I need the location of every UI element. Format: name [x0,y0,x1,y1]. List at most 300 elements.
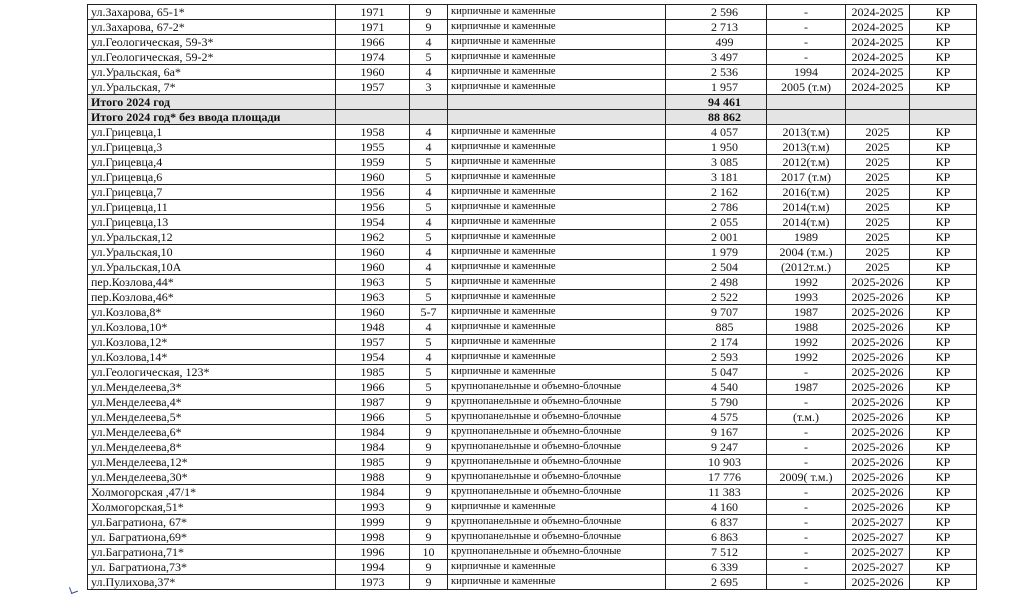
address-cell: ул. Багратиона,73* [88,560,336,575]
material-cell: крупнопанельные и объемно-блочные [448,515,666,530]
floors-cell: 9 [410,500,448,515]
material-cell: кирпичные и каменные [448,260,666,275]
floors-cell: 5 [410,230,448,245]
repair-cell: 1987 [767,305,846,320]
program-cell: КР [910,65,977,80]
address-cell: ул.Багратиона, 67* [88,515,336,530]
address-cell: ул.Геологическая, 59-2* [88,50,336,65]
year-cell: 1960 [336,305,410,320]
area-cell: 499 [666,35,767,50]
area-cell: 2 786 [666,200,767,215]
repair-cell: - [767,395,846,410]
area-cell: 6 837 [666,515,767,530]
program-cell: КР [910,395,977,410]
period-cell: 2025-2026 [846,290,910,305]
floors-cell: 5 [410,155,448,170]
floors-cell: 4 [410,65,448,80]
table-row [88,50,977,65]
area-cell: 2 498 [666,275,767,290]
repair-cell: 2017 (т.м) [767,170,846,185]
floors-cell: 4 [410,185,448,200]
period-cell: 2025-2026 [846,500,910,515]
program-cell: КР [910,215,977,230]
address-cell: ул.Грицевца,1 [88,125,336,140]
program-cell: КР [910,245,977,260]
address-cell: пер.Козлова,44* [88,275,336,290]
floors-cell: 9 [410,425,448,440]
pen-mark [69,585,78,594]
document-page [87,4,951,590]
floors-cell: 4 [410,35,448,50]
year-cell: 1960 [336,170,410,185]
table-row [88,215,977,230]
repair-cell: 2009( т.м.) [767,470,846,485]
material-cell [448,95,666,110]
table-row [88,455,977,470]
material-cell: кирпичные и каменные [448,305,666,320]
repair-cell: - [767,500,846,515]
address-cell: ул.Багратиона,71* [88,545,336,560]
area-cell: 4 160 [666,500,767,515]
period-cell: 2025-2026 [846,410,910,425]
year-cell: 1985 [336,365,410,380]
address-cell: ул.Грицевца,3 [88,140,336,155]
address-cell: пер.Козлова,46* [88,290,336,305]
repair-cell: - [767,575,846,590]
area-cell: 94 461 [666,95,767,110]
year-cell: 1962 [336,230,410,245]
material-cell: кирпичные и каменные [448,170,666,185]
repair-cell: - [767,515,846,530]
repair-cell: - [767,5,846,20]
floors-cell: 5 [410,380,448,395]
period-cell: 2025-2026 [846,275,910,290]
material-cell: кирпичные и каменные [448,140,666,155]
period-cell: 2024-2025 [846,65,910,80]
table-row [88,65,977,80]
address-cell: ул.Козлова,14* [88,350,336,365]
floors-cell: 9 [410,395,448,410]
table-row [88,245,977,260]
material-cell: крупнопанельные и объемно-блочные [448,485,666,500]
address-cell: ул.Уральская,12 [88,230,336,245]
period-cell: 2025-2026 [846,320,910,335]
area-cell: 885 [666,320,767,335]
area-cell: 1 979 [666,245,767,260]
repair-cell: (т.м.) [767,410,846,425]
year-cell: 1987 [336,395,410,410]
table-row [88,140,977,155]
period-cell: 2025 [846,155,910,170]
year-cell: 1996 [336,545,410,560]
period-cell: 2025 [846,230,910,245]
year-cell: 1998 [336,530,410,545]
repair-cell: 1989 [767,230,846,245]
area-cell: 9 167 [666,425,767,440]
program-cell: КР [910,350,977,365]
repair-cell: - [767,485,846,500]
area-cell: 88 862 [666,110,767,125]
year-cell: 1999 [336,515,410,530]
repair-cell: - [767,455,846,470]
floors-cell: 9 [410,560,448,575]
material-cell: кирпичные и каменные [448,80,666,95]
area-cell: 9 707 [666,305,767,320]
floors-cell: 4 [410,260,448,275]
period-cell: 2025-2027 [846,545,910,560]
year-cell: 1957 [336,335,410,350]
period-cell [846,110,910,125]
address-cell: ул.Козлова,10* [88,320,336,335]
year-cell: 1984 [336,485,410,500]
program-cell: КР [910,5,977,20]
period-cell: 2025-2026 [846,575,910,590]
program-cell: КР [910,335,977,350]
floors-cell: 9 [410,20,448,35]
period-cell: 2025-2026 [846,380,910,395]
floors-cell: 9 [410,485,448,500]
program-cell: КР [910,455,977,470]
program-cell: КР [910,560,977,575]
area-cell: 7 512 [666,545,767,560]
table-row [88,500,977,515]
table-row [88,545,977,560]
floors-cell: 4 [410,215,448,230]
year-cell: 1955 [336,140,410,155]
program-cell: КР [910,515,977,530]
table-row [88,440,977,455]
program-cell: КР [910,530,977,545]
table-row [88,410,977,425]
year-cell: 1948 [336,320,410,335]
repair-cell: 2014(т.м) [767,200,846,215]
table-row [88,485,977,500]
period-cell: 2025-2026 [846,350,910,365]
material-cell: крупнопанельные и объемно-блочные [448,530,666,545]
program-cell: КР [910,575,977,590]
table-row [88,5,977,20]
area-cell: 4 575 [666,410,767,425]
year-cell: 1993 [336,500,410,515]
area-cell: 2 162 [666,185,767,200]
table-row [88,395,977,410]
floors-cell: 3 [410,80,448,95]
area-cell: 3 085 [666,155,767,170]
table-row [88,305,977,320]
year-cell: 1963 [336,290,410,305]
area-cell: 2 522 [666,290,767,305]
table-row [88,290,977,305]
period-cell: 2025 [846,170,910,185]
program-cell: КР [910,485,977,500]
repair-cell: - [767,365,846,380]
area-cell: 6 339 [666,560,767,575]
material-cell: кирпичные и каменные [448,215,666,230]
address-cell: ул.Менделеева,3* [88,380,336,395]
repair-cell: 1992 [767,335,846,350]
program-cell: КР [910,275,977,290]
address-cell: ул.Грицевца,6 [88,170,336,185]
repair-cell: - [767,560,846,575]
year-cell: 1971 [336,20,410,35]
material-cell: крупнопанельные и объемно-блочные [448,470,666,485]
floors-cell: 9 [410,440,448,455]
repair-cell: - [767,545,846,560]
address-cell: ул. Багратиона,69* [88,530,336,545]
year-cell: 1966 [336,410,410,425]
program-cell: КР [910,440,977,455]
program-cell: КР [910,380,977,395]
year-cell: 1959 [336,155,410,170]
area-cell: 9 247 [666,440,767,455]
program-cell [910,110,977,125]
period-cell: 2024-2025 [846,80,910,95]
area-cell: 5 047 [666,365,767,380]
floors-cell: 9 [410,575,448,590]
program-cell: КР [910,320,977,335]
material-cell: кирпичные и каменные [448,155,666,170]
year-cell: 1954 [336,350,410,365]
floors-cell: 10 [410,545,448,560]
year-cell: 1958 [336,125,410,140]
period-cell: 2025-2027 [846,530,910,545]
floors-cell: 4 [410,140,448,155]
area-cell: 1 950 [666,140,767,155]
area-cell: 4 540 [666,380,767,395]
floors-cell: 9 [410,530,448,545]
period-cell: 2025-2026 [846,395,910,410]
material-cell: кирпичные и каменные [448,185,666,200]
program-cell: КР [910,365,977,380]
address-cell: ул.Менделеева,4* [88,395,336,410]
floors-cell: 5 [410,200,448,215]
material-cell: кирпичные и каменные [448,245,666,260]
program-cell: КР [910,305,977,320]
table-row [88,185,977,200]
floors-cell: 5 [410,410,448,425]
year-cell: 1963 [336,275,410,290]
floors-cell: 5 [410,290,448,305]
table-row [88,260,977,275]
program-cell: КР [910,80,977,95]
floors-cell: 5 [410,365,448,380]
period-cell: 2025 [846,140,910,155]
year-cell [336,95,410,110]
material-cell: кирпичные и каменные [448,560,666,575]
address-cell: ул.Козлова,8* [88,305,336,320]
address-cell: ул.Геологическая, 59-3* [88,35,336,50]
table-row [88,170,977,185]
material-cell: кирпичные и каменные [448,230,666,245]
table-row [88,335,977,350]
period-cell: 2025 [846,200,910,215]
table-body [88,5,977,590]
address-cell: ул.Захарова, 65-1* [88,5,336,20]
area-cell: 1 957 [666,80,767,95]
program-cell: КР [910,170,977,185]
year-cell: 1985 [336,455,410,470]
period-cell: 2024-2025 [846,20,910,35]
address-cell: ул.Уральская, 7* [88,80,336,95]
address-cell: ул.Менделеева,30* [88,470,336,485]
floors-cell: 4 [410,320,448,335]
area-cell: 2 536 [666,65,767,80]
address-cell: ул.Менделеева,5* [88,410,336,425]
area-cell: 2 174 [666,335,767,350]
program-cell: КР [910,20,977,35]
repair-cell: 2013(т.м) [767,140,846,155]
year-cell: 1984 [336,440,410,455]
material-cell: кирпичные и каменные [448,500,666,515]
address-cell: ул.Уральская,10А [88,260,336,275]
period-cell: 2025-2027 [846,515,910,530]
material-cell: крупнопанельные и объемно-блочные [448,425,666,440]
address-cell: ул.Грицевца,7 [88,185,336,200]
repair-cell: 2004 (т.м.) [767,245,846,260]
period-cell: 2025-2026 [846,335,910,350]
table-row [88,575,977,590]
year-cell: 1956 [336,185,410,200]
program-cell: КР [910,140,977,155]
material-cell: кирпичные и каменные [448,290,666,305]
repair-cell [767,95,846,110]
repair-cell: 2014(т.м) [767,215,846,230]
period-cell: 2025 [846,245,910,260]
address-cell: ул.Пулихова,37* [88,575,336,590]
area-cell: 10 903 [666,455,767,470]
address-cell: Холмогорская,51* [88,500,336,515]
material-cell: кирпичные и каменные [448,125,666,140]
year-cell: 1988 [336,470,410,485]
address-cell: ул.Менделеева,12* [88,455,336,470]
address-cell: ул.Грицевца,13 [88,215,336,230]
repair-cell: (2012т.м.) [767,260,846,275]
address-cell: ул.Уральская, 6а* [88,65,336,80]
table-row [88,365,977,380]
program-cell: КР [910,260,977,275]
program-cell: КР [910,290,977,305]
address-cell: ул.Грицевца,4 [88,155,336,170]
address-cell: ул.Геологическая, 123* [88,365,336,380]
floors-cell: 5-7 [410,305,448,320]
repair-cell: 2005 (т.м) [767,80,846,95]
material-cell: кирпичные и каменные [448,365,666,380]
area-cell: 2 001 [666,230,767,245]
address-cell: Итого 2024 год* без ввода площади [88,110,336,125]
material-cell: кирпичные и каменные [448,20,666,35]
program-cell: КР [910,425,977,440]
year-cell [336,110,410,125]
area-cell: 5 790 [666,395,767,410]
area-cell: 4 057 [666,125,767,140]
program-cell: КР [910,500,977,515]
period-cell: 2025 [846,125,910,140]
repair-cell: 1992 [767,350,846,365]
area-cell: 2 593 [666,350,767,365]
material-cell: кирпичные и каменные [448,320,666,335]
period-cell: 2025-2026 [846,365,910,380]
period-cell: 2025-2026 [846,425,910,440]
material-cell: кирпичные и каменные [448,35,666,50]
year-cell: 1960 [336,65,410,80]
table-row [88,20,977,35]
material-cell: кирпичные и каменные [448,335,666,350]
table-row [88,275,977,290]
year-cell: 1957 [336,80,410,95]
area-cell: 3 181 [666,170,767,185]
material-cell: кирпичные и каменные [448,50,666,65]
address-cell: ул.Захарова, 67-2* [88,20,336,35]
table-row [88,425,977,440]
program-cell: КР [910,185,977,200]
year-cell: 1966 [336,380,410,395]
material-cell: кирпичные и каменные [448,350,666,365]
table-row [88,530,977,545]
total-row [88,110,977,125]
table-row [88,80,977,95]
floors-cell: 4 [410,245,448,260]
floors-cell: 5 [410,50,448,65]
material-cell: крупнопанельные и объемно-блочные [448,395,666,410]
table-row [88,125,977,140]
repair-cell: 2016(т.м) [767,185,846,200]
area-cell: 2 055 [666,215,767,230]
year-cell: 1960 [336,245,410,260]
period-cell: 2025 [846,215,910,230]
program-cell: КР [910,35,977,50]
program-cell: КР [910,125,977,140]
material-cell: крупнопанельные и объемно-блочные [448,410,666,425]
floors-cell: 4 [410,125,448,140]
floors-cell [410,110,448,125]
floors-cell: 9 [410,5,448,20]
repair-cell: - [767,440,846,455]
floors-cell [410,95,448,110]
total-row [88,95,977,110]
floors-cell: 4 [410,350,448,365]
period-cell: 2025-2026 [846,440,910,455]
period-cell: 2025-2027 [846,560,910,575]
area-cell: 3 497 [666,50,767,65]
repair-cell: 1994 [767,65,846,80]
year-cell: 1966 [336,35,410,50]
table-row [88,350,977,365]
repair-cell: 2013(т.м) [767,125,846,140]
period-cell: 2025-2026 [846,485,910,500]
area-cell: 17 776 [666,470,767,485]
address-cell: ул.Менделеева,6* [88,425,336,440]
program-cell: КР [910,155,977,170]
table-row [88,320,977,335]
period-cell: 2024-2025 [846,35,910,50]
table-row [88,155,977,170]
material-cell: кирпичные и каменные [448,575,666,590]
year-cell: 1994 [336,560,410,575]
floors-cell: 5 [410,275,448,290]
material-cell: крупнопанельные и объемно-блочные [448,455,666,470]
area-cell: 2 713 [666,20,767,35]
area-cell: 2 695 [666,575,767,590]
material-cell: кирпичные и каменные [448,200,666,215]
table-row [88,470,977,485]
address-cell: ул.Грицевца,11 [88,200,336,215]
period-cell: 2025-2026 [846,305,910,320]
floors-cell: 9 [410,470,448,485]
floors-cell: 9 [410,455,448,470]
year-cell: 1954 [336,215,410,230]
material-cell: кирпичные и каменные [448,5,666,20]
material-cell: крупнопанельные и объемно-блочные [448,380,666,395]
